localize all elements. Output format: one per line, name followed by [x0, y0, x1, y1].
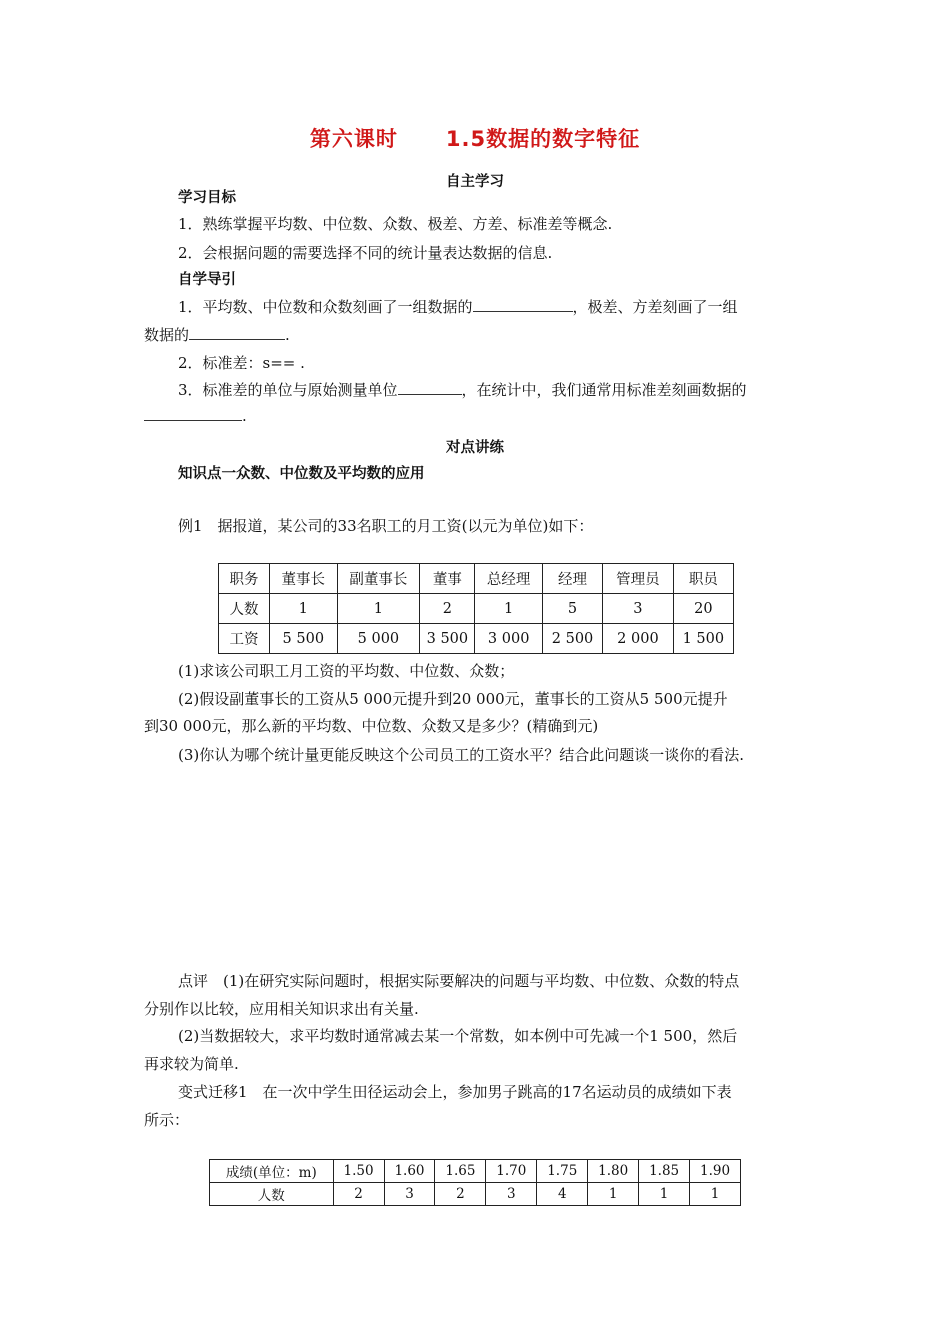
- guide-3-text-b: ，在统计中，我们通常用标准差刻画数据的: [461, 381, 747, 399]
- table-cell: 董事: [420, 564, 475, 594]
- guide-2: 2．标准差：s== .: [178, 354, 305, 372]
- table-cell: 3: [603, 594, 674, 624]
- table-cell: 工资: [219, 624, 270, 654]
- table-cell: 1.50: [333, 1160, 384, 1183]
- table-cell: 3 000: [475, 624, 542, 654]
- table-cell: 2: [420, 594, 475, 624]
- table-cell: 5 500: [270, 624, 337, 654]
- table-cell: 1.60: [384, 1160, 435, 1183]
- table-cell: 20: [673, 594, 733, 624]
- guide-1-text-b: ，极差、方差刻画了一组: [572, 298, 738, 316]
- goal-1: 1．熟练掌握平均数、中位数、众数、极差、方差、标准差等概念.: [178, 215, 613, 233]
- table-cell: 1: [588, 1183, 639, 1206]
- guide-1-text-a: 1．平均数、中位数和众数刻画了一组数据的: [178, 298, 473, 316]
- variant-line-1: 变式迁移1 在一次中学生田径运动会上，参加男子跳高的17名运动员的成绩如下表: [178, 1083, 732, 1101]
- table-cell: 3: [486, 1183, 537, 1206]
- table-row: [219, 594, 734, 624]
- jump-score-table: [209, 1159, 741, 1206]
- table-cell: 人数: [210, 1183, 334, 1206]
- page-title: [0, 123, 950, 153]
- table-cell: 总经理: [475, 564, 542, 594]
- table-cell: 1.65: [435, 1160, 486, 1183]
- table-cell: 1: [639, 1183, 690, 1206]
- title-topic: 1.5数据的数字特征: [445, 127, 641, 151]
- table-cell: 5: [542, 594, 602, 624]
- table-cell: 职员: [673, 564, 733, 594]
- question-2-line-2: 到30 000元，那么新的平均数、中位数、众数又是多少？(精确到元): [144, 717, 599, 735]
- table-cell: 经理: [542, 564, 602, 594]
- guide-3-line-2: [144, 406, 247, 425]
- comment-line-4: 再求较为简单.: [144, 1055, 239, 1073]
- guide-3-text-c: .: [242, 407, 247, 425]
- table-cell: 4: [537, 1183, 588, 1206]
- variant-line-2: 所示：: [144, 1111, 190, 1129]
- table-cell: 人数: [219, 594, 270, 624]
- guide-1-line-2: [144, 324, 290, 345]
- table-row: [210, 1160, 741, 1183]
- table-cell: 管理员: [603, 564, 674, 594]
- guide-1-line: [178, 296, 738, 317]
- question-2-line-1: (2)假设副董事长的工资从5 000元提升到20 000元，董事长的工资从5 500元提升: [178, 690, 728, 708]
- blank-field: [144, 406, 242, 421]
- knowledge-point: 知识点一众数、中位数及平均数的应用: [178, 466, 425, 482]
- table-cell: 1.90: [690, 1160, 741, 1183]
- heading-goals: 学习目标: [178, 190, 236, 206]
- blank-field: [189, 325, 285, 340]
- blank-field: [473, 297, 573, 312]
- table-row: [219, 564, 734, 594]
- table-cell: 董事长: [270, 564, 337, 594]
- blank-field: [398, 380, 462, 395]
- table-cell: 1.70: [486, 1160, 537, 1183]
- table-cell: 2 000: [603, 624, 674, 654]
- title-lesson: 第六课时: [309, 127, 398, 151]
- guide-1-text-c: 数据的: [144, 326, 190, 344]
- table-row: [219, 624, 734, 654]
- table-cell: 3: [384, 1183, 435, 1206]
- table-cell: 3 500: [420, 624, 475, 654]
- table-cell: 5 000: [337, 624, 420, 654]
- table-cell: 2 500: [542, 624, 602, 654]
- guide-1-text-d: .: [285, 326, 290, 344]
- example-1-intro: 例1 据报道，某公司的33名职工的月工资(以元为单位)如下：: [178, 517, 594, 535]
- guide-3-line: [178, 379, 747, 400]
- goal-2: 2．会根据问题的需要选择不同的统计量表达数据的信息.: [178, 244, 553, 262]
- table-cell: 1: [270, 594, 337, 624]
- comment-line-1: 点评 (1)在研究实际问题时，根据实际要解决的问题与平均数、中位数、众数的特点: [178, 972, 740, 990]
- salary-table: [218, 563, 734, 654]
- heading-guide: 自学导引: [178, 272, 236, 288]
- table-cell: 成绩(单位：m): [210, 1160, 334, 1183]
- question-1: (1)求该公司职工月工资的平均数、中位数、众数；: [178, 662, 515, 680]
- table-cell: 2: [435, 1183, 486, 1206]
- table-cell: 职务: [219, 564, 270, 594]
- table-cell: 1.75: [537, 1160, 588, 1183]
- comment-line-3: (2)当数据较大，求平均数时通常减去某一个常数，如本例中可先减一个1 500，然后: [178, 1027, 738, 1045]
- table-cell: 1.80: [588, 1160, 639, 1183]
- table-cell: 1 500: [673, 624, 733, 654]
- table-cell: 1.85: [639, 1160, 690, 1183]
- section-self-study: 自主学习: [446, 174, 504, 190]
- table-cell: 1: [690, 1183, 741, 1206]
- comment-line-2: 分别作以比较，应用相关知识求出有关量.: [144, 1000, 419, 1018]
- table-cell: 副董事长: [337, 564, 420, 594]
- section-practice: 对点讲练: [446, 440, 504, 456]
- table-cell: 1: [337, 594, 420, 624]
- table-cell: 2: [333, 1183, 384, 1206]
- table-row: [210, 1183, 741, 1206]
- question-3: (3)你认为哪个统计量更能反映这个公司员工的工资水平？结合此问题谈一谈你的看法.: [178, 746, 745, 764]
- table-cell: 1: [475, 594, 542, 624]
- guide-3-text-a: 3．标准差的单位与原始测量单位: [178, 381, 398, 399]
